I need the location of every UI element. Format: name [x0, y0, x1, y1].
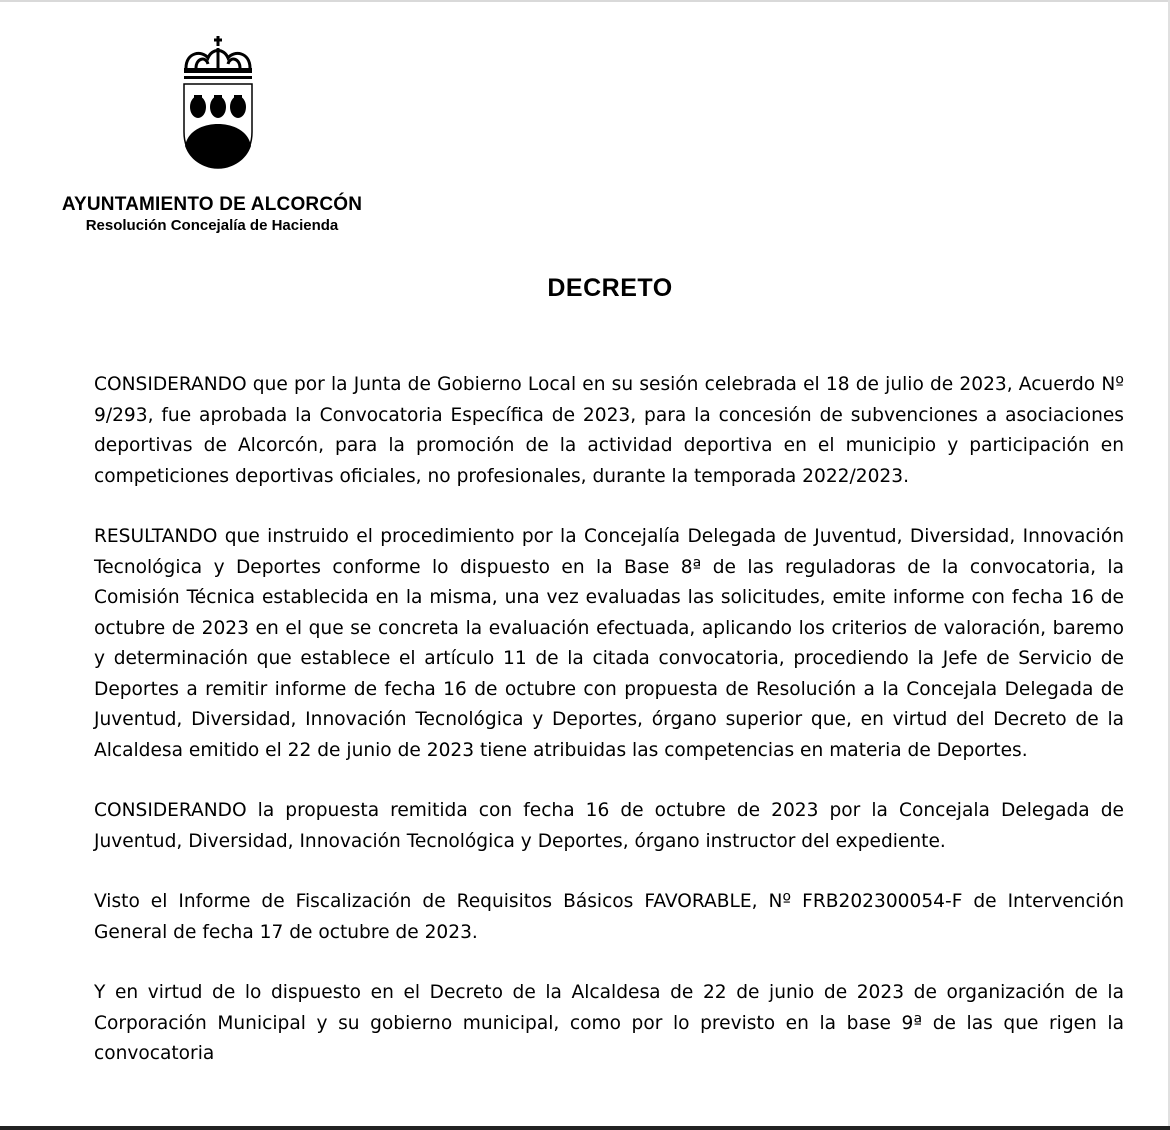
- municipal-coat-of-arms-icon: [178, 34, 258, 174]
- document-title: DECRETO: [547, 274, 673, 302]
- paragraph-considerando-1: CONSIDERANDO que por la Junta de Gobierno Local en su sesión celebrada el 18 de julio de 2023, Acuerdo Nº 9/293, fue aprobada la Convocatoria Específica de 2023, para la concesión de subvenciones a asociaciones deportivas de Alcorcón, para la promoción de la actividad deportiva en el municipio y participación en competiciones deportivas oficiales, no profesionales, durante la temporada 2022/2023.: [94, 374, 1124, 487]
- paragraph-resultando: RESULTANDO que instruido el procedimiento por la Concejalía Delegada de Juventud, Diversidad, Innovación Tecnológica y Deportes conforme lo dispuesto en la Base 8ª de las reguladoras de la convocatoria, la Comisión Técnica establecida en la misma, una vez evaluadas las solicitudes, emite informe con fecha 16 de octubre de 2023 en el que se concreta la evaluación efectuada, aplicando los criterios de valoración, baremo y determinación que establece el artículo 11 de la citada convocatoria, procediendo la Jefe de Servicio de Deportes a remitir informe de fecha 16 de octubre con propuesta de Resolución a la Concejala Delegada de Juventud, Diversidad, Innovación Tecnológica y Deportes, órgano superior que, en virtud del Decreto de la Alcaldesa emitido el 22 de junio de 2023 tiene atribuidas las competencias en materia de Deportes.: [94, 526, 1124, 761]
- paragraph-en-virtud: Y en virtud de lo dispuesto en el Decreto de la Alcaldesa de 22 de junio de 2023 de organización de la Corporación Municipal y su gobierno municipal, como por lo previsto en la base 9ª de las que rigen la convocatoria: [94, 982, 1124, 1064]
- organization-header: [52, 194, 372, 236]
- paragraph-considerando-2: CONSIDERANDO la propuesta remitida con fecha 16 de octubre de 2023 por la Concejala Delegada de Juventud, Diversidad, Innovación Tecnológica y Deportes, órgano instructor del expediente.: [94, 800, 1124, 852]
- department-name: Resolución Concejalía de Hacienda: [85, 217, 339, 234]
- organization-name: AYUNTAMIENTO DE ALCORCÓN: [61, 194, 363, 215]
- page-top-edge: [0, 0, 1170, 2]
- document-body: [94, 370, 1124, 1100]
- page-bottom-edge: [0, 1126, 1170, 1130]
- paragraph-visto: Visto el Informe de Fiscalización de Requisitos Básicos FAVORABLE, Nº FRB202300054-F de Intervención General de fecha 17 de octubre de 2023.: [94, 891, 1124, 943]
